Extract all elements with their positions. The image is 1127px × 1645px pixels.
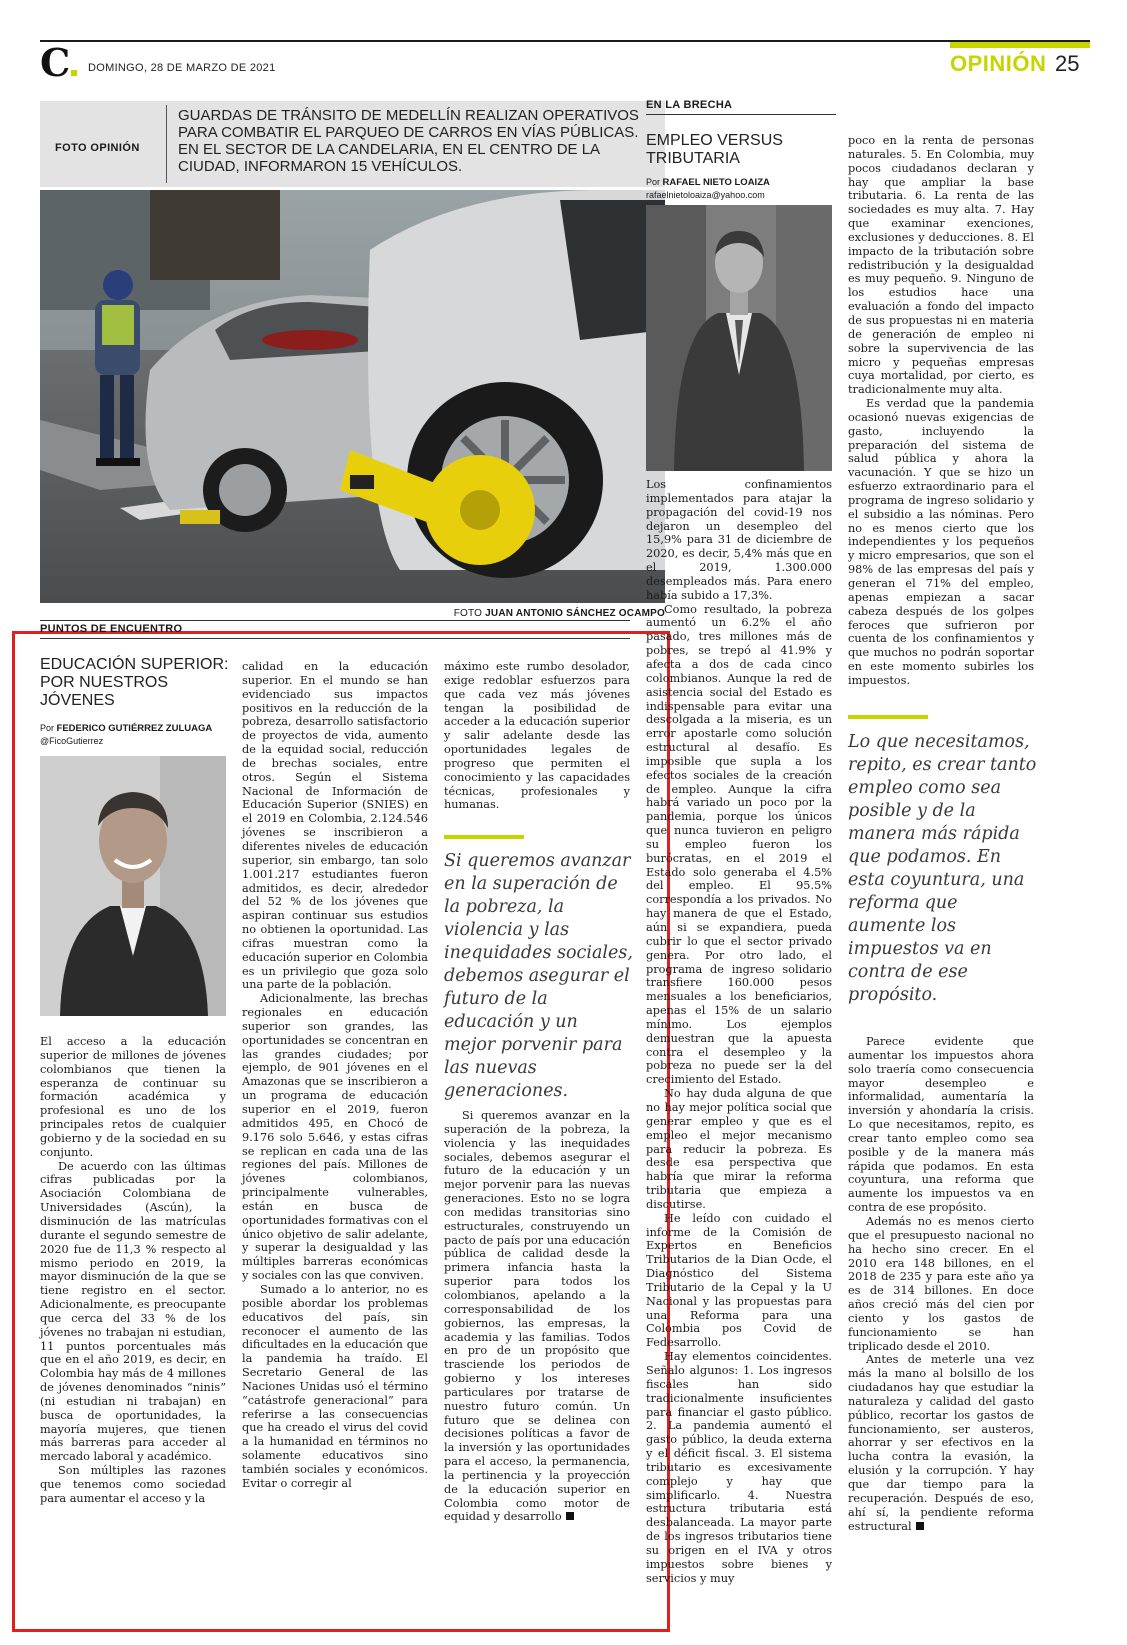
puntos-byline: Por FEDERICO GUTIÉRREZ ZULUAGA @FicoGutierrez	[40, 723, 213, 746]
pull-quote-accent-bar	[848, 715, 928, 719]
portrait-illustration	[646, 205, 832, 471]
paragraph: Parece evidente que aumentar los impuestos ahora solo traería como consecuencia mayor desempleo e informalidad, aumentaría la inversión y ahondaría la crisis. Lo que necesitamos, repito, es crear tanto empleo como sea posible y de la manera más rápida que podamos. En esta coyuntura, una reforma que aumente los impuestos va en contra de ese propósito.	[848, 1035, 1034, 1215]
paragraph: He leído con cuidado el informe de la Comisión de Expertos en Beneficios Tributarios de la Dian Ocde, el Diagnóstico del Sistema Tributario de la Cepal y la U Nacional y las propuestas para una Reforma para una Colombia pos Covid de Fedesarrollo.	[646, 1211, 832, 1350]
puntos-headline: EDUCACIÓN SUPERIOR: POR NUESTROS JÓVENES	[40, 656, 229, 709]
brecha-column-left	[646, 478, 832, 1586]
paragraph: De acuerdo con las últimas cifras publicadas por la Asociación Colombiana de Universidades (Ascún), la disminución de las matrículas durante el segundo semestre de 2020 fue de 11,3 % respecto al mismo periodo en 2019, la mayor disminución de la que se tiene registro en el sector. Adicionalmente, es preocupante que cerca del 33 % de los jóvenes no trabajan ni estudian, 11 puntos porcentuales más que en el año 2019, es decir, en Colombia hay más de 4 millones de jóvenes denominados “ninis” (ni estudian ni trabajan) en busca de oportunidades, la mayoría mujeres, que tienen más barreras para acceder al mercado laboral y académico.	[40, 1159, 226, 1464]
brecha-kicker: EN LA BRECHA	[646, 99, 733, 111]
paragraph: Adicionalmente, las brechas regionales en educación superior son grandes, las oportunidades se concentran en las grandes ciudades; por ejemplo, de 901 jóvenes en el Amazonas que se inscribieron a un programa de educación superior en el 2019, fueron admitidos 495, en Chocó de 9.176 solo 5.646, y estas cifras se replican en cada una de las regiones del país. Millones de jóvenes colombianos, principalmente vulnerables, están en busca de oportunidades formativas con el único objetivo de salir adelante, y superar la desigualdad y las múltiples barreras económicas y sociales con las que conviven.	[242, 992, 428, 1283]
car-wheel-clamp-photo	[40, 190, 665, 603]
brecha-headline: EMPLEO VERSUS TRIBUTARIA	[646, 132, 783, 167]
foto-opinion-caption: GUARDAS DE TRÁNSITO DE MEDELLÍN REALIZAN OPERATIVOS PARA COMBATIR EL PARQUEO DE CARROS EN VÍAS PÚBLICAS. EN EL SECTOR DE LA CANDELARIA, EN EL CENTRO DE LA CIUDAD, INFORMARON 15 VEHÍCULOS.	[178, 107, 639, 175]
puntos-kicker-rule	[40, 638, 630, 639]
author-photo-gutierrez	[40, 756, 226, 1016]
photo-credit: FOTO JUAN ANTONIO SÁNCHEZ OCAMPO	[453, 608, 665, 619]
paragraph: Hay elementos coincidentes. Señalo algunos: 1. Los ingresos fiscales han sido tradicionalmente insuficientes para financiar el gasto público. 2. La pandemia aumentó el gasto público, la deuda externa y el déficit fiscal. 3. El sistema tributario es excesivamente complejo y hay que simplificarlo. 4. Nuestra estructura tributaria está desbalanceada. La mayor parte de los ingresos tributarios tiene su origen en el IVA y otros impuestos sobre bienes y servicios y muy	[646, 1350, 832, 1585]
paragraph: Es verdad que la pandemia ocasionó nuevas exigencias de gasto, incluyendo la preparación del sistema de salud pública y ahora la vacunación. Y que se hizo un esfuerzo extraordinario para el programa de ingreso solidario y el subsidio a las nóminas. Pero no es menos cierto que los independientes y los pequeños y micro empresarios, que son el 98% de las empresas del país y generan el 71% del empleo, apenas empiezan a sacar cabeza después de los golpes feroces que sufrieron por cuenta de los confinamientos y que muchos no podrán soportar en este momento subirles los impuestos.	[848, 397, 1034, 687]
brecha-column-right-bottom	[848, 1035, 1034, 1533]
page-number: 25	[1055, 51, 1080, 76]
brecha-pull-quote: Lo que necesitamos, repito, es crear tanto empleo como sea posible y de la manera más rápida que podamos. En esta coyuntura, una reforma que aumente los impuestos va en contra de ese propósito.	[848, 732, 1037, 1005]
newspaper-logo: C	[40, 44, 77, 82]
brecha-kicker-rule	[646, 114, 836, 115]
paragraph: máximo este rumbo desolador, exige redoblar esfuerzos para que cada vez más jóvenes tengan la posibilidad de acceder a la educación superior y salir adelante desde las oportunidades legales de progreso que permiten el conocimiento y las capacidades técnicas, profesionales y humanas.	[444, 660, 630, 812]
paragraph: Si queremos avanzar en la superación de la pobreza, la violencia y las inequidades sociales, debemos asegurar el futuro de la educación y un mejor porvenir para las nuevas generaciones. Esto no se logra con medidas transitorias sino estructurales, construyendo un pacto de país por una educación pública de calidad desde la primera infancia hasta la superior para todos los colombianos, apelando a la corresponsabilidad de los gobiernos, las empresas, la academia y las familias. Todos en pro de un propósito que trasciende los periodos de gobierno y los intereses particulares por tratarse de nuestro futuro común. Un futuro que se delinea con decisiones políticas a favor de la inversión y las oportunidades para el acceso, la permanencia, la pertinencia y la proyección de la educación superior en Colombia como motor de equidad y desarrollo	[444, 1109, 630, 1524]
puntos-column-2	[242, 660, 428, 1491]
portrait-illustration	[40, 756, 226, 1016]
puntos-pull-quote: Si queremos avanzar en la superación de la pobreza, la violencia y las inequidades sociales, debemos asegurar el futuro de la educación y un mejor porvenir para las nuevas generaciones.	[444, 851, 633, 1101]
foto-opinion-label: FOTO OPINIÓN	[55, 142, 140, 154]
brecha-column-right-top	[848, 134, 1034, 688]
paragraph: Además no es menos cierto que el presupuesto nacional no ha hecho sino crecer. En el 2010 era 148 billones, en el 2018 de 235 y para este año ya es de 314 billones. En doce años creció más del cien por ciento y los gastos de funcionamiento se han triplicado desde el 2010.	[848, 1214, 1034, 1353]
paragraph: Antes de meterle una vez más la mano al bolsillo de los ciudadanos hay que estudiar la naturaleza y calidad del gasto público, recortar los gastos de funcionamiento, ser austeros, ahorrar y ser efectivos en la lucha contra la evasión, la elusión y la corrupción. Y hay que dar tiempo para la recuperación. Después de eso, ahí sí, la pendiente reforma estructural	[848, 1353, 1034, 1533]
photo-illustration	[40, 190, 665, 603]
puntos-top-rule	[40, 620, 630, 621]
puntos-column-3-bottom	[444, 1109, 630, 1524]
end-of-article-icon	[566, 1512, 574, 1520]
paragraph: Sumado a lo anterior, no es posible abordar los problemas educativos del país, sin reconocer el aumento de las dificultades en la educación que la pandemia ha traído. El Secretario General de las Naciones Unidas usó el término “catástrofe generacional” para referirse a las consecuencias que ha creado el virus del covid a la humanidad en términos no solamente educativos sino también sociales y económicos. Evitar o corregir al	[242, 1282, 428, 1490]
paragraph: No hay duda alguna de que no hay mejor política social que generar empleo y que es el empleo el mejor mecanismo para reducir la pobreza. Es desde esa perspectiva que habría que mirar la reforma tributaria que empieza a discutirse.	[646, 1087, 832, 1211]
author-photo-nieto	[646, 205, 832, 471]
brecha-byline: Por RAFAEL NIETO LOAIZA rafaelnietoloaiza@yahoo.com	[646, 177, 770, 200]
puntos-kicker: PUNTOS DE ENCUENTRO	[40, 623, 183, 635]
edition-date: DOMINGO, 28 DE MARZO DE 2021	[88, 62, 276, 74]
paragraph: Los confinamientos implementados para atajar la propagación del covid-19 nos dejaron un desempleo del 15,9% para 31 de diciembre de 2020, es decir, 5,4% más que en el 2019, 1.300.000 desempleados más. Para enero había subido a 17,3%.	[646, 478, 832, 602]
paragraph: Como resultado, la pobreza aumentó un 6.2% el año pasado, tres millones más de pobres, se trepó al 41.9% y afecta a dos de cada cinco colombianos. Aunque la red de asistencia social del Estado es indispensable para evitar una descolgada a la miseria, es un error apostarle como solución estructural al desafío. Es imposible que supla a los efectos sociales de la creación de empleo. Aunque la cifra habrá variado un poco por la pandemia, porque los únicos que nunca tuvieron en peligro su empleo fueron los burócratas, en el 2019 el Estado solo generaba el 4.5% del empleo. El 95.5% correspondía a los privados. No hay manera de que el Estado, aún si se expandiera, pueda cubrir lo que el sector privado genera. Por otro lado, el programa de ingreso solidario transfiere 160.000 pesos mensuales a los beneficiarios, apenas el 15% de un salario mínimo. Los ejemplos demuestran que la apuesta contra el desempleo y la pobreza no puede ser la del crecimiento del Estado.	[646, 602, 832, 1087]
paragraph: calidad en la educación superior. En el mundo se han evidenciado sus impactos positivos en la reducción de la pobreza, desarrollo satisfactorio de proyectos de vida, aumento de la equidad social, reducción de brechas sociales, entre otros. Según el Sistema Nacional de Información de Educación Superior (SNIES) en el 2019 en Colombia, 2.124.546 jóvenes se inscribieron a diferentes niveles de educación superior, sin embargo, tan solo 1.001.217 estudiantes fueron admitidos, es decir, alrededor del 52 % de los jóvenes que aspiran continuar sus estudios no obtienen la oportunidad. Las cifras muestran como la educación superior en Colombia es un privilegio que goza solo una parte de la población.	[242, 660, 428, 992]
section-accent-bar	[950, 42, 1090, 48]
end-of-article-icon	[916, 1522, 924, 1530]
puntos-column-1	[40, 1035, 226, 1506]
section-name: OPINIÓN	[950, 51, 1047, 76]
paragraph: Son múltiples las razones que tenemos como sociedad para aumentar el acceso y la	[40, 1464, 226, 1505]
logo-dot-icon	[71, 70, 77, 76]
paragraph: poco en la renta de personas naturales. 5. En Colombia, muy pocos ciudadanos declaran y hay que ampliar la base tributaria. 6. La renta de las sociedades es muy alta. 7. Hay que examinar exenciones, exclusiones y deducciones. 8. El impacto de la tributación sobre redistribución y la desigualdad es muy pequeño. 9. Ninguno de los estudios hace una evaluación a fondo del impacto de sus propuestas ni en materia de generación de empleo ni sobre la supervivencia de las micro y pequeñas empresas cuya mortalidad, por cierto, es tradicionalmente muy alta.	[848, 134, 1034, 397]
paragraph: El acceso a la educación superior de millones de jóvenes colombianos que tienen la esperanza de continuar su formación académica y profesional es uno de los principales retos de cualquier gobierno y de la sociedad en su conjunto.	[40, 1035, 226, 1159]
pull-quote-accent-bar	[444, 835, 524, 839]
foto-opinion-divider	[166, 105, 167, 183]
masthead-rule	[40, 40, 1090, 42]
puntos-column-3-top	[444, 660, 630, 812]
